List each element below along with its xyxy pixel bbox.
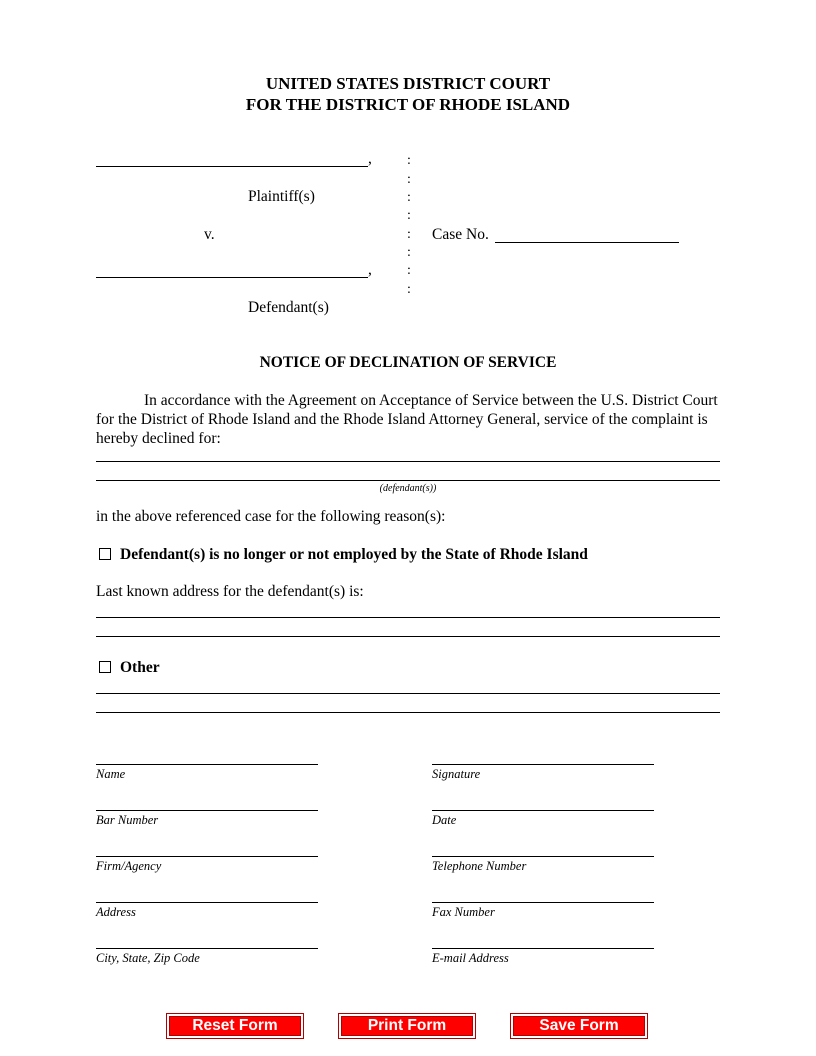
court-name: UNITED STATES DISTRICT COURT xyxy=(265,74,551,93)
bar-number-label: Bar Number xyxy=(96,813,159,827)
caption-colon: : xyxy=(407,190,411,205)
defendant-label: Defendant(s) xyxy=(248,299,329,316)
caption-colon: : xyxy=(407,263,411,278)
city-state-zip-label: City, State, Zip Code xyxy=(96,951,200,965)
caption-colon: : xyxy=(407,153,411,168)
caption-colon: : xyxy=(407,227,411,242)
other-reason-line-2[interactable] xyxy=(96,712,720,713)
case-no-field[interactable] xyxy=(495,242,679,243)
defendant-name-line[interactable] xyxy=(96,277,368,278)
address-intro: Last known address for the defendant(s) is: xyxy=(96,583,364,600)
caption-colon: : xyxy=(407,208,411,223)
versus-label: v. xyxy=(204,226,215,243)
defendant-comma: , xyxy=(368,261,372,278)
firm-agency-label: Firm/Agency xyxy=(96,859,162,873)
plaintiff-name-line[interactable] xyxy=(96,166,368,167)
firm-agency-field[interactable] xyxy=(96,856,318,857)
name-label: Name xyxy=(96,767,126,781)
telephone-field[interactable] xyxy=(432,856,654,857)
notice-paragraph xyxy=(96,391,721,448)
notice-paragraph-text: In accordance with the Agreement on Acceptance of Service between the U.S. District Court for the District of Rhode Island and the Rhode Island Attorney General, service of the complaint is hereby declined for: xyxy=(96,392,718,447)
notice-title: NOTICE OF DECLINATION OF SERVICE xyxy=(259,354,557,371)
last-known-address-line-2[interactable] xyxy=(96,636,720,637)
plaintiff-label: Plaintiff(s) xyxy=(248,188,315,205)
fax-field[interactable] xyxy=(432,902,654,903)
date-field[interactable] xyxy=(432,810,654,811)
declined-defendant-line-1[interactable] xyxy=(96,461,720,462)
option-other[interactable] xyxy=(99,659,160,677)
save-form-button[interactable]: Save Form xyxy=(510,1013,648,1039)
declined-defendant-line-2[interactable] xyxy=(96,480,720,481)
other-reason-line-1[interactable] xyxy=(96,693,720,694)
print-form-button[interactable]: Print Form xyxy=(338,1013,476,1039)
not-employed-checkbox[interactable] xyxy=(99,548,111,560)
defendant-hint: (defendant(s)) xyxy=(379,483,437,494)
case-no-label: Case No. xyxy=(432,226,489,243)
signature-label: Signature xyxy=(432,767,481,781)
bar-number-field[interactable] xyxy=(96,810,318,811)
address-label: Address xyxy=(96,905,136,919)
court-district: FOR THE DISTRICT OF RHODE ISLAND xyxy=(245,95,571,114)
email-field[interactable] xyxy=(432,948,654,949)
signature-field[interactable] xyxy=(432,764,654,765)
last-known-address-line-1[interactable] xyxy=(96,617,720,618)
fax-label: Fax Number xyxy=(432,905,495,919)
email-label: E-mail Address xyxy=(432,951,509,965)
reset-form-button[interactable]: Reset Form xyxy=(166,1013,304,1039)
option-other-label: Other xyxy=(120,659,160,676)
caption-colon: : xyxy=(407,172,411,187)
option-not-employed-label: Defendant(s) is no longer or not employed by the State of Rhode Island xyxy=(120,546,588,563)
other-checkbox[interactable] xyxy=(99,661,111,673)
caption-colon: : xyxy=(407,282,411,297)
plaintiff-comma: , xyxy=(368,150,372,167)
date-label: Date xyxy=(432,813,457,827)
address-field[interactable] xyxy=(96,902,318,903)
caption-colon: : xyxy=(407,245,411,260)
telephone-label: Telephone Number xyxy=(432,859,527,873)
name-field[interactable] xyxy=(96,764,318,765)
city-state-zip-field[interactable] xyxy=(96,948,318,949)
reason-intro: in the above referenced case for the following reason(s): xyxy=(96,508,446,525)
option-not-employed[interactable] xyxy=(99,546,588,564)
